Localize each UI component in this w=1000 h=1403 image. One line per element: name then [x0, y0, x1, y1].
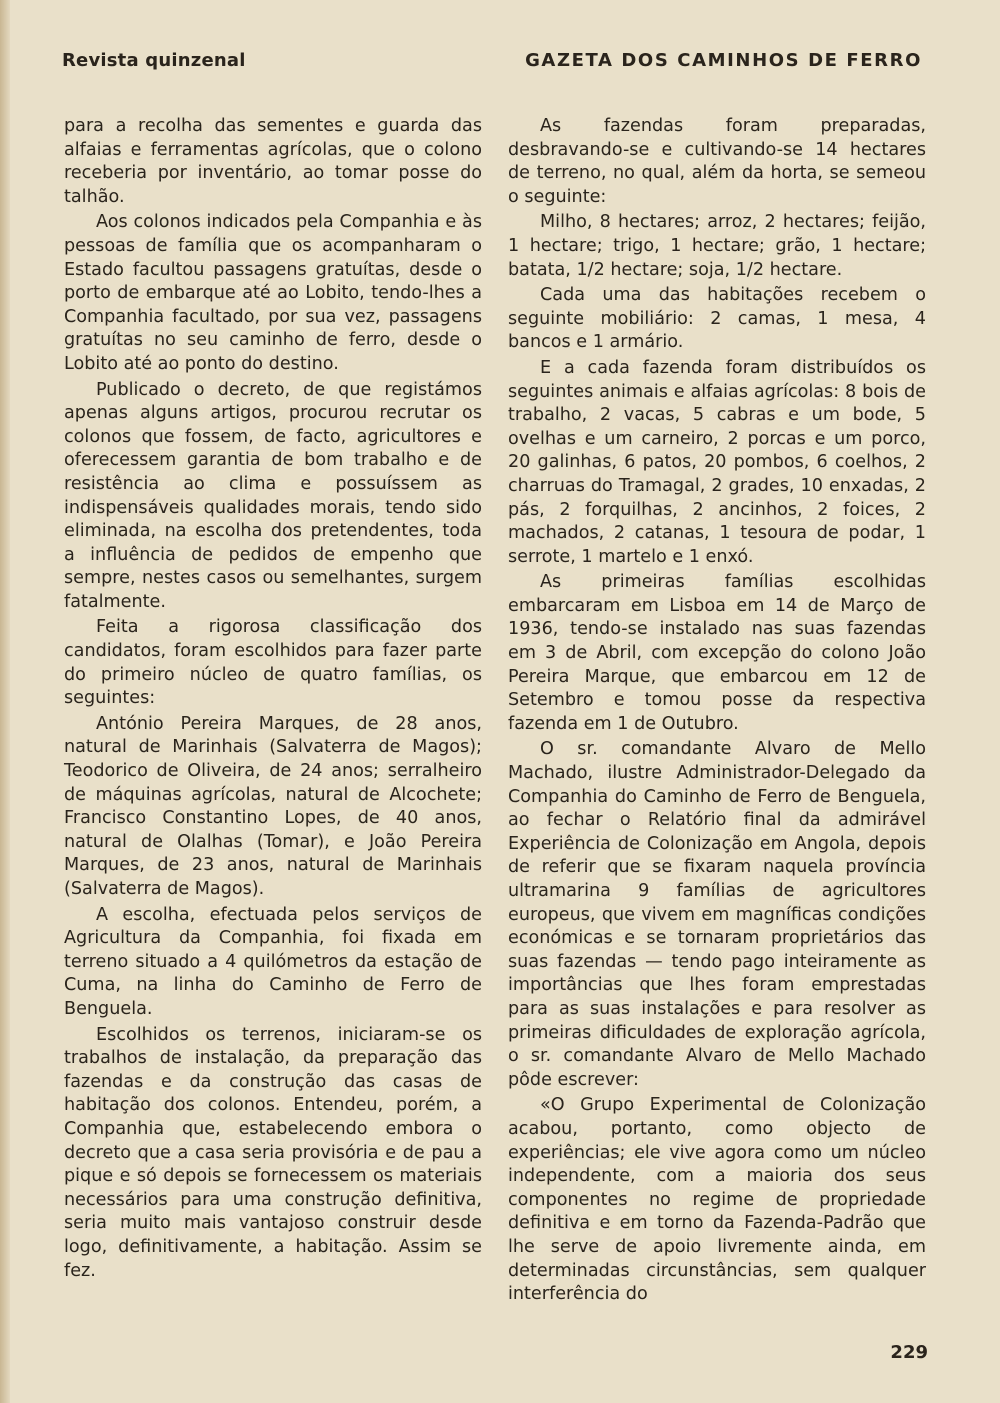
paragraph: para a recolha das sementes e guarda das alfaias e ferramentas agrícolas, que o colono receberia por inventário, ao tomar posse do talhão.: [64, 116, 482, 207]
paragraph: Aos colonos indicados pela Companhia e às pessoas de família que os acompanharam o Estado facultou passagens gratuítas, desde o porto de embarque até ao Lobito, tendo-lhes a Companhia facultado, por sua vez, passagens gratuítas no seu caminho de ferro, desde o Lobito até ao ponto do destino.: [64, 212, 482, 374]
page-number: 229: [890, 1342, 928, 1363]
paragraph: Milho, 8 hectares; arroz, 2 hectares; feijão, 1 hectare; trigo, 1 hectare; grão, 1 hectare; batata, 1/2 hectare; soja, 1/2 hectare.: [508, 212, 926, 280]
paragraph: Publicado o decreto, de que registámos apenas alguns artigos, procurou recrutar os colonos que fossem, de facto, agricultores e oferecessem garantia de bom trabalho e de resistência ao clima e possuíssem as indispensáveis qualidades morais, tendo sido eliminada, na escolha dos pretendentes, toda a influência de pedidos de empenho que sempre, nestes casos ou semelhantes, surgem fatalmente.: [64, 379, 482, 612]
paragraph: Escolhidos os terrenos, iniciaram-se os trabalhos de instalação, da preparação das fazendas e da construção das casas de habitação dos colonos. Entendeu, porém, a Companhia que, estabelecendo embora o decreto que a casa seria provisória e de pau a pique e só depois se fornecessem os materiais necessários para uma construção definitiva, seria muito mais vantajoso construir desde logo, definitivamente, a habitação. Assim se fez.: [64, 1024, 482, 1281]
running-header: [62, 50, 922, 80]
page-binding-edge: [0, 0, 10, 1403]
header-journal-title: GAZETA DOS CAMINHOS DE FERRO: [525, 50, 922, 71]
left-text-column: [64, 115, 482, 1285]
paragraph: António Pereira Marques, de 28 anos, natural de Marinhais (Salvaterra de Magos); Teodorico de Oliveira, de 24 anos; serralheiro de máquinas agrícolas, natural de Alcochete; Francisco Constantino Lopes, de 40 anos, natural de Olalhas (Tomar), e João Pereira Marques, de 23 anos, natural de Marinhais (Salvaterra de Magos).: [64, 713, 482, 899]
paragraph: As primeiras famílias escolhidas embarcaram em Lisboa em 14 de Março de 1936, tendo-se instalado nas suas fazendas em 3 de Abril, com excepção do colono João Pereira Marque, que embarcou em 12 de Setembro e tomou posse da respectiva fazenda em 1 de Outubro.: [508, 572, 926, 734]
paragraph: O sr. comandante Alvaro de Mello Machado, ilustre Administrador-Delegado da Companhia do Caminho de Ferro de Benguela, ao fechar o Relatório final da admirável Experiência de Colonização em Angola, depois de referir que se fixaram naquela província ultramarina 9 famílias de agricultores europeus, que vivem em magníficas condições económicas e se tornaram proprietários das suas fazendas — tendo pago inteiramente as importâncias que lhes foram emprestadas para as suas instalações e para resolver as primeiras dificuldades de exploração agrícola, o sr. comandante Alvaro de Mello Machado pôde escrever:: [508, 739, 926, 1090]
paragraph: E a cada fazenda foram distribuídos os seguintes animais e alfaias agrícolas: 8 bois de trabalho, 2 vacas, 5 cabras e um bode, 5 ovelhas e um carneiro, 2 porcas e um porco, 20 galinhas, 6 patos, 20 pombos, 6 coelhos, 2 charruas do Tramagal, 2 grades, 10 enxadas, 2 pás, 2 forquilhas, 2 ancinhos, 2 foices, 2 machados, 2 catanas, 1 tesoura de podar, 1 serrote, 1 martelo e 1 enxó.: [508, 357, 926, 567]
right-text-column: [508, 115, 926, 1309]
paragraph: «O Grupo Experimental de Colonização acabou, portanto, como objecto de experiências; ele vive agora como um núcleo independente, com a maioria dos seus componentes no regime de propriedade definitiva e em torno da Fazenda-Padrão que lhe serve de apoio livremente ainda, em determinadas circunstâncias, sem qualquer interferência do: [508, 1095, 926, 1305]
paragraph: Feita a rigorosa classificação dos candidatos, foram escolhidos para fazer parte do primeiro núcleo de quatro famílias, os seguintes:: [64, 617, 482, 709]
header-publication-frequency: Revista quinzenal: [62, 50, 246, 71]
paragraph: Cada uma das habitações recebem o seguinte mobiliário: 2 camas, 1 mesa, 4 bancos e 1 armário.: [508, 285, 926, 353]
paragraph: As fazendas foram preparadas, desbravando-se e cultivando-se 14 hectares de terreno, no qual, além da horta, se semeou o seguinte:: [508, 116, 926, 207]
paragraph: A escolha, efectuada pelos serviços de Agricultura da Companhia, foi fixada em terreno situado a 4 quilómetros da estação de Cuma, na linha do Caminho de Ferro de Benguela.: [64, 904, 482, 1019]
